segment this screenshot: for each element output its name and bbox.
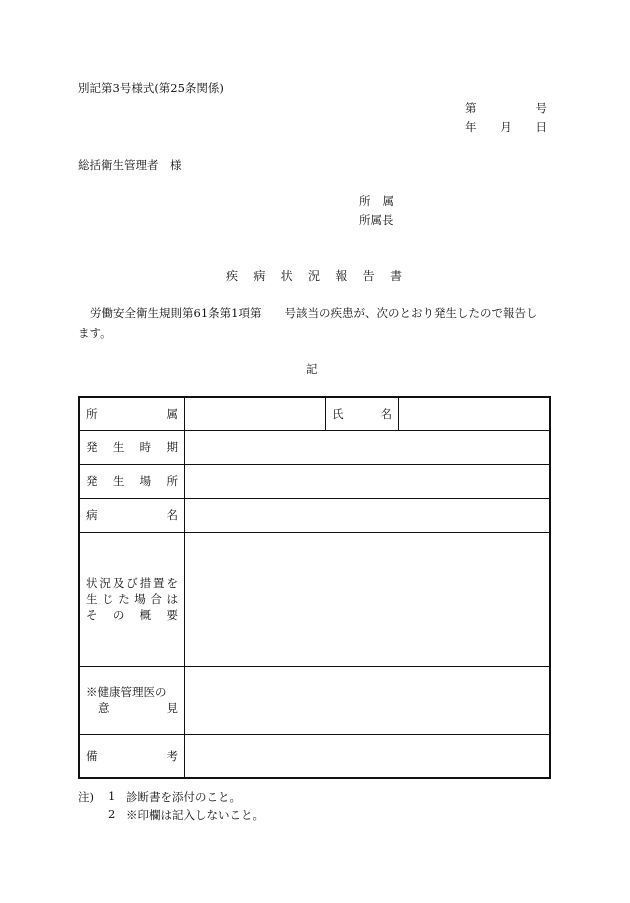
row-occurred-place: [79, 464, 550, 498]
form-reference: 別記第3号様式(第25条関係): [78, 81, 224, 95]
row-occurred-time: [79, 430, 550, 464]
doctor-opinion-input-cell[interactable]: [185, 666, 551, 734]
date-day: 日: [535, 120, 547, 134]
label-char: 考: [166, 748, 178, 763]
remarks-label-cell: [79, 734, 185, 778]
disease-label-cell: [79, 498, 185, 532]
occurred-place-input-cell[interactable]: [185, 464, 551, 498]
disease-input-cell[interactable]: [185, 498, 551, 532]
label-char: 状: [86, 576, 98, 590]
occurred-time-input-cell[interactable]: [185, 430, 551, 464]
note-1-text: 診断書を添付のこと。: [126, 790, 241, 804]
report-form-table: [78, 396, 551, 779]
sender-dept-char: 属: [382, 194, 394, 208]
label-char: 所: [166, 474, 178, 488]
addressee: 総括衛生管理者 様: [78, 158, 182, 172]
label-char: 名: [380, 406, 392, 421]
number-line: [465, 100, 547, 116]
situation-label-cell: [79, 532, 185, 666]
label-char: 要: [166, 608, 178, 622]
label-char: 期: [166, 440, 178, 454]
title-char: 状: [280, 269, 293, 283]
row-disease: [79, 498, 550, 532]
situation-input-cell[interactable]: [185, 532, 551, 666]
date-month: 月: [500, 120, 512, 134]
notes-prefix: 注): [78, 790, 94, 804]
label-char: の: [112, 608, 125, 622]
label-char: 措: [139, 576, 152, 590]
body-text-line1: 労働安全衛生規則第61条第1項第 号該当の疾患が、次のとおり発生したので報告し: [90, 306, 538, 320]
label-char: 名: [166, 508, 178, 522]
ki-marker: 記: [306, 362, 318, 376]
label-char: 概: [139, 608, 152, 622]
sender-dept-char: 所: [359, 194, 371, 208]
sender-dept-label: [359, 193, 394, 209]
occurred-time-label-cell: [79, 430, 185, 464]
label-char: を: [166, 576, 178, 590]
sender-head-label: 所属長: [359, 213, 394, 227]
note-2-text: ※印欄は記入しないこと。: [126, 808, 264, 822]
title-char: 報: [335, 269, 348, 283]
label-char: 置: [153, 576, 165, 590]
date-year: 年: [465, 120, 477, 134]
label-char: 発: [86, 474, 98, 488]
label-char: 見: [166, 701, 178, 715]
title-char: 疾: [226, 269, 239, 283]
label-char: 氏: [332, 406, 344, 421]
label-char: 発: [86, 440, 98, 454]
row-dept-name: [79, 397, 550, 430]
label-char: そ: [86, 608, 98, 622]
label-char: 意: [98, 701, 110, 715]
title-char: 病: [253, 269, 266, 283]
name-input-cell[interactable]: [399, 397, 551, 430]
doctor-opinion-line1: ※健康管理医の: [86, 685, 167, 699]
label-char: 合: [150, 592, 162, 606]
label-char: じ: [102, 592, 114, 606]
dept-label-cell: [79, 397, 185, 430]
label-char: 病: [86, 508, 98, 522]
document-title: [226, 267, 402, 284]
title-char: 書: [389, 269, 402, 283]
occurred-place-label-cell: [79, 464, 185, 498]
body-text-line2: ます。: [78, 326, 112, 340]
label-char: た: [118, 592, 130, 606]
note-2-number: 2: [108, 807, 116, 821]
label-char: 場: [139, 474, 152, 488]
label-char: 生: [86, 592, 98, 606]
label-char: 所: [86, 406, 98, 421]
remarks-input-cell[interactable]: [185, 734, 551, 778]
date-line: [465, 119, 547, 135]
label-char: 場: [134, 592, 146, 606]
label-char: 生: [112, 474, 125, 488]
label-char: 生: [112, 440, 125, 454]
row-remarks: [79, 734, 550, 778]
dept-input-cell[interactable]: [185, 397, 326, 430]
doctor-opinion-label-cell: [79, 666, 185, 734]
label-char: 況: [99, 576, 111, 590]
label-char: び: [126, 576, 138, 590]
label-char: は: [166, 592, 178, 606]
title-char: 告: [362, 269, 375, 283]
number-suffix: 号: [535, 101, 547, 115]
label-char: 属: [166, 406, 178, 421]
label-char: 及: [112, 576, 125, 590]
row-situation: [79, 532, 550, 666]
label-char: 時: [139, 440, 152, 454]
label-char: 備: [86, 748, 98, 763]
title-char: 況: [307, 269, 320, 283]
note-1-number: 1: [108, 789, 116, 803]
name-label-cell: [326, 397, 399, 430]
row-doctor-opinion: [79, 666, 550, 734]
number-prefix: 第: [465, 101, 477, 115]
